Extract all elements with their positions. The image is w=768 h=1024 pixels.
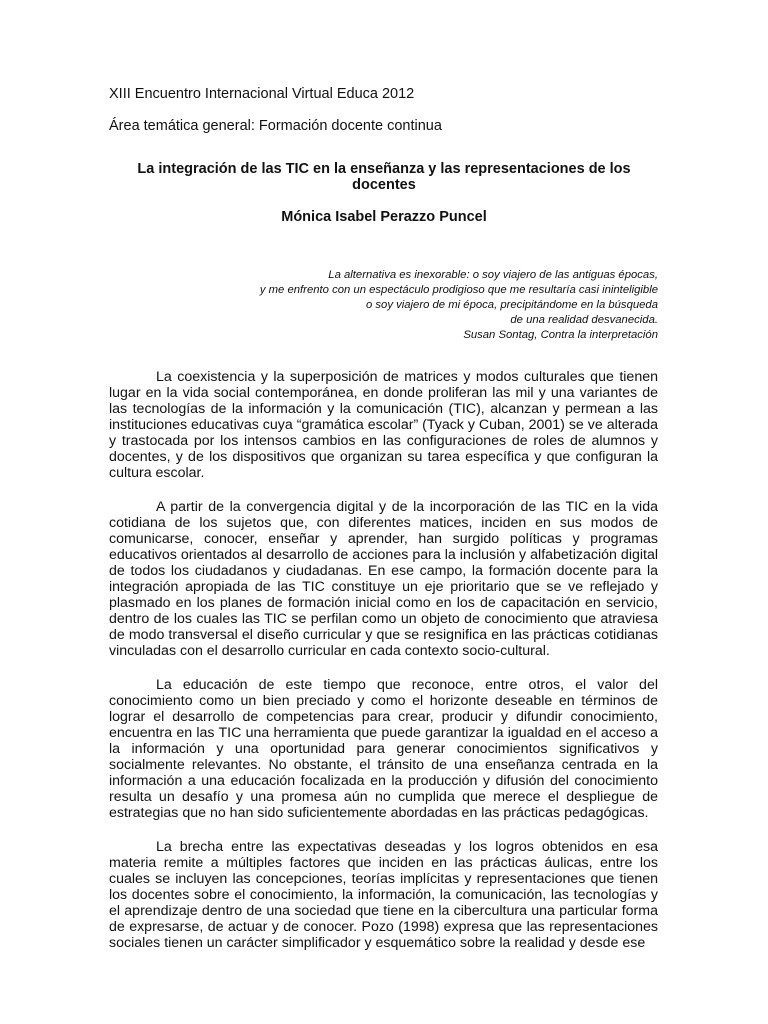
body-text: [109, 369, 658, 951]
event-title: XIII Encuentro Internacional Virtual Educa 2012: [109, 86, 415, 102]
body-paragraph: La coexistencia y la superposición de matrices y modos culturales que tienen lugar en la vida social contemporánea, en donde proliferan las mil y una variantes de las tecnologías de la información y la comunicación (TIC), alcanzan y permean a las instituciones educativas cuya “gramática escolar” (Tyack y Cuban, 2001) se ve alterada y trastocada por los intensos cambios en las configuraciones de roles de alumnos y docentes, y de los dispositivos que organizan su tarea específica y que configuran la cultura escolar.: [109, 369, 658, 481]
body-paragraph: A partir de la convergencia digital y de la incorporación de las TIC en la vida cotidiana de los sujetos que, con diferentes matices, inciden en sus modos de comunicarse, conocer, enseñar y aprender, han surgido políticas y programas educativos orientados al desarrollo de acciones para la inclusión y alfabetización digital de todos los ciudadanos y ciudadanas. En ese campo, la formación docente para la integración apropiada de las TIC constituye un eje prioritario que se ve reflejado y plasmado en los planes de formación inicial como en los de capacitación en servicio, dentro de los cuales las TIC se perfilan como un objeto de conocimiento que atraviesa de modo transversal el diseño curricular y que se resignifica en las prácticas cotidianas vinculadas con el desarrollo curricular en cada contexto socio-cultural.: [109, 499, 658, 659]
paper-title: La integración de las TIC en la enseñanza y las representaciones de los docentes: [137, 161, 631, 193]
epigraph: [260, 268, 658, 343]
epigraph-line: La alternativa es inexorable: o soy viajero de las antiguas épocas,: [328, 269, 658, 281]
epigraph-line: o soy viajero de mi época, precipitándome en la búsqueda: [365, 299, 658, 311]
body-paragraph: La educación de este tiempo que reconoce, entre otros, el valor del conocimiento como un bien preciado y como el horizonte deseable en términos de lograr el desarrollo de competencias para crear, producir y difundir conocimiento, encuentra en las TIC una herramienta que puede garantizar la igualdad en el acceso a la información y una oportunidad para generar conocimientos significativos y socialmente relevantes. No obstante, el tránsito de una enseñanza centrada en la información a una educación focalizada en la producción y difusión del conocimiento resulta un desafío y una promesa aún no cumplida que merece el despliegue de estrategias que no han sido suficientemente abordadas en las prácticas pedagógicas.: [109, 677, 658, 821]
epigraph-line: y me enfrento con un espectáculo prodigioso que me resultaría casi ininteligible: [259, 284, 658, 296]
author-name: Mónica Isabel Perazzo Puncel: [281, 209, 487, 225]
epigraph-line: de una realidad desvanecida.: [510, 314, 658, 326]
thematic-area: Área temática general: Formación docente continua: [109, 118, 442, 134]
body-paragraph: La brecha entre las expectativas deseadas y los logros obtenidos en esa materia remite a múltiples factores que inciden en las prácticas áulicas, entre los cuales se incluyen las concepciones, teorías implícitas y representaciones que tienen los docentes sobre el conocimiento, la información, la comunicación, las tecnologías y el aprendizaje dentro de una sociedad que tiene en la cibercultura una particular forma de expresarse, de actuar y de conocer. Pozo (1998) expresa que las representaciones sociales tienen un carácter simplificador y esquemático sobre la realidad y desde ese: [109, 839, 658, 951]
epigraph-attribution: Susan Sontag, Contra la interpretación: [463, 329, 658, 341]
